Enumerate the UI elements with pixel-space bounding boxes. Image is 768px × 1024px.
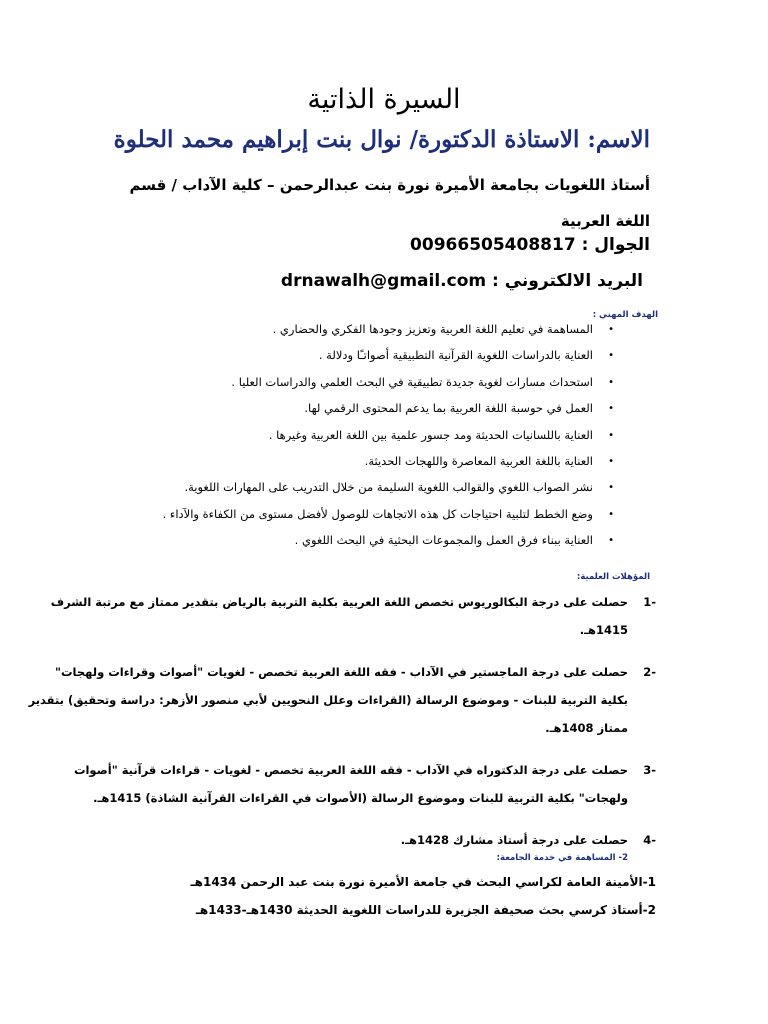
qualifications-list (28, 588, 656, 868)
goals-heading: الهدف المهني : (592, 310, 658, 320)
name-line: الاسم: الاستاذة الدكتورة/ نوال بنت إبراهيم محمد الحلوة (113, 126, 650, 153)
page-title: السيرة الذاتية (307, 84, 461, 115)
bullet-icon: • (608, 429, 614, 441)
qualification-item (28, 826, 656, 854)
goal-item: • العناية باللغة العربية المعاصرة واللهجات الحديثة. (364, 453, 614, 468)
bullet-icon: • (608, 403, 614, 415)
qualification-item (28, 756, 656, 812)
qualification-item (28, 658, 656, 742)
goal-item: • وضع الخطط لتلبية احتياجات كل هذه الاتجاهات للوصول لأفضل مستوى من الكفاءة والآداء . (162, 506, 614, 521)
qualification-item (28, 588, 656, 644)
goal-item: • العناية ببناء فرق العمل والمجموعات البحثية في البحث اللغوي . (294, 533, 614, 548)
goal-item: • العناية بالدراسات اللغوية القرآنية التطبيقية أصواتـًا ودلالة . (318, 348, 614, 363)
goal-item: • استحداث مسارات لغوية جديدة تطبيقية في البحث العلمي والدراسات العليا . (231, 374, 614, 389)
email-line (281, 271, 643, 291)
service-item: 2-أستاذ كرسي بحث صحيفة الجزيرة للدراسات اللغوية الحديثة 1430هـ-1433هـ (195, 903, 656, 917)
goal-item: • نشر الصواب اللغوي والقوالب اللغوية السليمة من خلال التدريب على المهارات اللغوية. (184, 480, 614, 495)
bullet-icon: • (608, 350, 614, 362)
bullet-icon: • (608, 508, 614, 520)
bullet-icon: • (608, 376, 614, 388)
qualification-number: -3 (643, 763, 656, 777)
bullet-icon: • (608, 324, 614, 335)
qualification-number: -2 (643, 665, 656, 679)
bullet-icon: • (608, 455, 614, 467)
qualification-text: حصلت على درجة البكالوريوس تخصص اللغة العربية بكلية التربية بالرياض بتقدير ممتاز مع مرتبة الشرف 1415هـ. (50, 595, 628, 637)
service-item: 1-الأمينة العامة لكراسي البحث في جامعة الأميرة نورة بنت عبد الرحمن 1434هـ (190, 875, 656, 889)
phone-label: الجوال : (575, 235, 650, 255)
email-label: البريد الالكتروني : (486, 271, 643, 291)
goal-item: • المساهمة في تعليم اللغة العربية وتعزيز وجودها الفكري والحضاري . (272, 322, 614, 336)
qualification-number: -4 (643, 833, 656, 847)
qualification-text: حصلت على درجة أستاذ مشارك 1428هـ. (400, 833, 628, 847)
goal-item: • العناية باللسانيات الحديثة ومد جسور علمية بين اللغة العربية وغيرها . (268, 427, 614, 442)
bullet-icon: • (608, 482, 614, 494)
phone-line (410, 235, 650, 255)
qualification-number: -1 (643, 595, 656, 609)
position-text: أستاذ اللغويات بجامعة الأميرة نورة بنت عبدالرحمن – كلية الآداب / قسم اللغة العربية (129, 176, 650, 230)
service-list (56, 868, 656, 924)
bullet-icon: • (608, 535, 614, 547)
goals-list (73, 322, 614, 560)
qualification-text: حصلت على درجة الدكتوراه في الآداب - فقه اللغة العربية تخصص - لغويات - قراءات قرآنية "أصوات ولهجات" بكلية التربية للبنات وموضوع الرسالة (الأصوات في القراءات القرآنية الشاذة) 1415هـ. (73, 763, 628, 805)
email-address: drnawalh@gmail.com (280, 271, 487, 291)
qualification-text: حصلت على درجة الماجستير في الآداب - فقه اللغة العربية تخصص - لغويات "أصوات وقراءات ولهجات" بكلية التربية للبنات - وموضوع الرسالة (القراءات وعلل النحويين لأبي منصور الأزهر: دراسة وتحقيق) بتقدير ممتاز 1408هـ. (28, 665, 628, 735)
goal-item: • العمل في حوسبة اللغة العربية بما يدعم المحتوى الرقمي لها. (304, 401, 614, 416)
qualifications-heading: المؤهلات العلمية: (576, 572, 650, 582)
service-heading: 2- المساهمة في خدمة الجامعة: (496, 853, 628, 863)
phone-number: 00966505408817 (410, 235, 576, 255)
